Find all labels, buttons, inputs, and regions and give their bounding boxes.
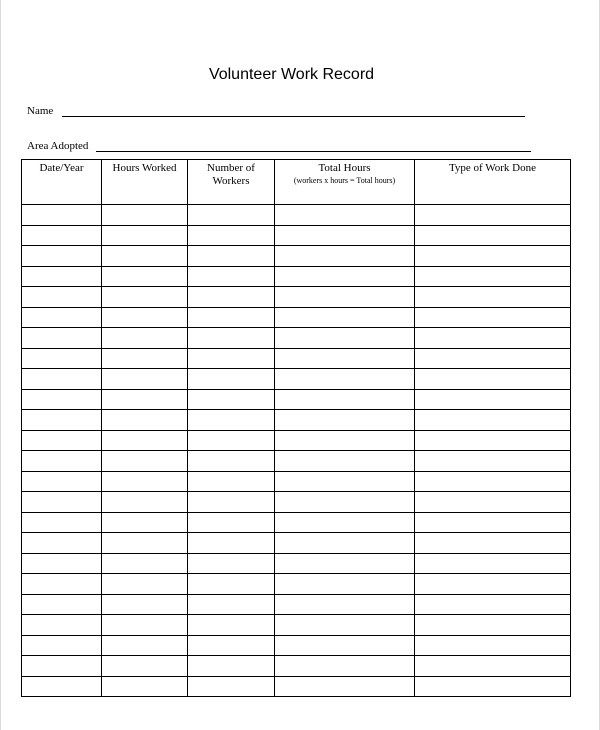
cell-type-of-work-done[interactable]: [415, 369, 571, 390]
cell-number-of-workers[interactable]: [188, 307, 275, 328]
cell-number-of-workers[interactable]: [188, 512, 275, 533]
cell-hours-worked[interactable]: [102, 656, 188, 677]
cell-date-year[interactable]: [22, 471, 102, 492]
table-row: [22, 471, 571, 492]
cell-date-year[interactable]: [22, 451, 102, 472]
table-row: [22, 676, 571, 697]
table-row: [22, 246, 571, 267]
cell-date-year[interactable]: [22, 328, 102, 349]
cell-total-hours[interactable]: [275, 512, 415, 533]
cell-number-of-workers[interactable]: [188, 328, 275, 349]
cell-total-hours[interactable]: [275, 656, 415, 677]
cell-type-of-work-done[interactable]: [415, 430, 571, 451]
table-row: [22, 635, 571, 656]
cell-total-hours[interactable]: [275, 471, 415, 492]
cell-hours-worked[interactable]: [102, 553, 188, 574]
cell-type-of-work-done[interactable]: [415, 205, 571, 226]
header-type-of-work-done: [415, 160, 571, 205]
area-adopted-blank-line[interactable]: [96, 151, 531, 152]
cell-type-of-work-done[interactable]: [415, 246, 571, 267]
cell-total-hours[interactable]: [275, 369, 415, 390]
table-row: [22, 451, 571, 472]
cell-hours-worked[interactable]: [102, 225, 188, 246]
cell-hours-worked[interactable]: [102, 348, 188, 369]
cell-hours-worked[interactable]: [102, 205, 188, 226]
header-number-of-workers-line1: Number of: [207, 162, 255, 174]
cell-hours-worked[interactable]: [102, 328, 188, 349]
cell-date-year[interactable]: [22, 430, 102, 451]
cell-hours-worked[interactable]: [102, 389, 188, 410]
cell-total-hours[interactable]: [275, 225, 415, 246]
document-title: Volunteer Work Record: [208, 66, 375, 83]
area-adopted-label: Area Adopted: [27, 140, 89, 152]
cell-date-year[interactable]: [22, 307, 102, 328]
cell-number-of-workers[interactable]: [188, 533, 275, 554]
cell-type-of-work-done[interactable]: [415, 594, 571, 615]
header-number-of-workers: [188, 160, 275, 205]
table-row: [22, 205, 571, 226]
cell-date-year[interactable]: [22, 492, 102, 513]
cell-date-year[interactable]: [22, 410, 102, 431]
cell-number-of-workers[interactable]: [188, 287, 275, 308]
cell-type-of-work-done[interactable]: [415, 266, 571, 287]
cell-hours-worked[interactable]: [102, 246, 188, 267]
cell-number-of-workers[interactable]: [188, 594, 275, 615]
table-row: [22, 656, 571, 677]
cell-type-of-work-done[interactable]: [415, 328, 571, 349]
cell-number-of-workers[interactable]: [188, 471, 275, 492]
cell-hours-worked[interactable]: [102, 615, 188, 636]
table-row: [22, 266, 571, 287]
header-date-year-text: Date/Year: [39, 162, 84, 174]
cell-number-of-workers[interactable]: [188, 246, 275, 267]
cell-number-of-workers[interactable]: [188, 389, 275, 410]
cell-hours-worked[interactable]: [102, 307, 188, 328]
cell-date-year[interactable]: [22, 266, 102, 287]
table-header-row: [22, 160, 571, 205]
cell-hours-worked[interactable]: [102, 574, 188, 595]
cell-hours-worked[interactable]: [102, 594, 188, 615]
cell-total-hours[interactable]: [275, 307, 415, 328]
cell-type-of-work-done[interactable]: [415, 471, 571, 492]
cell-hours-worked[interactable]: [102, 676, 188, 697]
cell-date-year[interactable]: [22, 656, 102, 677]
cell-total-hours[interactable]: [275, 246, 415, 267]
header-total-hours: [275, 160, 415, 205]
table-row: [22, 369, 571, 390]
cell-hours-worked[interactable]: [102, 635, 188, 656]
cell-total-hours[interactable]: [275, 389, 415, 410]
cell-type-of-work-done[interactable]: [415, 307, 571, 328]
cell-number-of-workers[interactable]: [188, 266, 275, 287]
header-type-of-work-done-text: Type of Work Done: [448, 162, 537, 174]
cell-number-of-workers[interactable]: [188, 410, 275, 431]
cell-hours-worked[interactable]: [102, 410, 188, 431]
cell-hours-worked[interactable]: [102, 492, 188, 513]
cell-total-hours[interactable]: [275, 676, 415, 697]
cell-type-of-work-done[interactable]: [415, 553, 571, 574]
cell-total-hours[interactable]: [275, 430, 415, 451]
cell-number-of-workers[interactable]: [188, 492, 275, 513]
header-hours-worked: [102, 160, 188, 205]
table-row: [22, 594, 571, 615]
cell-total-hours[interactable]: [275, 635, 415, 656]
table-row: [22, 410, 571, 431]
cell-number-of-workers[interactable]: [188, 635, 275, 656]
cell-total-hours[interactable]: [275, 348, 415, 369]
cell-date-year[interactable]: [22, 369, 102, 390]
cell-date-year[interactable]: [22, 389, 102, 410]
header-date-year: [22, 160, 102, 205]
cell-type-of-work-done[interactable]: [415, 574, 571, 595]
table-row: [22, 574, 571, 595]
cell-total-hours[interactable]: [275, 615, 415, 636]
cell-total-hours[interactable]: [275, 410, 415, 431]
table-row: [22, 287, 571, 308]
cell-type-of-work-done[interactable]: [415, 410, 571, 431]
cell-type-of-work-done[interactable]: [415, 676, 571, 697]
cell-date-year[interactable]: [22, 205, 102, 226]
cell-total-hours[interactable]: [275, 328, 415, 349]
cell-date-year[interactable]: [22, 676, 102, 697]
cell-type-of-work-done[interactable]: [415, 512, 571, 533]
header-total-hours-text: Total Hours: [318, 162, 371, 174]
cell-type-of-work-done[interactable]: [415, 348, 571, 369]
cell-date-year[interactable]: [22, 348, 102, 369]
cell-total-hours[interactable]: [275, 266, 415, 287]
cell-type-of-work-done[interactable]: [415, 389, 571, 410]
cell-number-of-workers[interactable]: [188, 451, 275, 472]
cell-type-of-work-done[interactable]: [415, 656, 571, 677]
cell-date-year[interactable]: [22, 615, 102, 636]
cell-number-of-workers[interactable]: [188, 676, 275, 697]
cell-date-year[interactable]: [22, 594, 102, 615]
cell-type-of-work-done[interactable]: [415, 287, 571, 308]
cell-date-year[interactable]: [22, 512, 102, 533]
table-row: [22, 512, 571, 533]
cell-date-year[interactable]: [22, 246, 102, 267]
cell-hours-worked[interactable]: [102, 512, 188, 533]
cell-total-hours[interactable]: [275, 594, 415, 615]
table-row: [22, 225, 571, 246]
cell-date-year[interactable]: [22, 287, 102, 308]
cell-type-of-work-done[interactable]: [415, 635, 571, 656]
cell-hours-worked[interactable]: [102, 430, 188, 451]
cell-total-hours[interactable]: [275, 205, 415, 226]
table-body: [22, 205, 571, 697]
table-row: [22, 389, 571, 410]
cell-total-hours[interactable]: [275, 553, 415, 574]
cell-total-hours[interactable]: [275, 574, 415, 595]
cell-total-hours[interactable]: [275, 451, 415, 472]
header-number-of-workers-line2: Workers: [212, 175, 250, 187]
cell-date-year[interactable]: [22, 574, 102, 595]
cell-date-year[interactable]: [22, 225, 102, 246]
header-total-hours-note: (workers x hours = Total hours): [293, 176, 396, 185]
cell-hours-worked[interactable]: [102, 471, 188, 492]
cell-type-of-work-done[interactable]: [415, 451, 571, 472]
cell-type-of-work-done[interactable]: [415, 615, 571, 636]
cell-number-of-workers[interactable]: [188, 205, 275, 226]
cell-number-of-workers[interactable]: [188, 369, 275, 390]
cell-number-of-workers[interactable]: [188, 430, 275, 451]
cell-hours-worked[interactable]: [102, 369, 188, 390]
name-label: Name: [27, 105, 54, 117]
table-row: [22, 307, 571, 328]
page-border-left: [0, 0, 1, 730]
cell-hours-worked[interactable]: [102, 287, 188, 308]
cell-number-of-workers[interactable]: [188, 574, 275, 595]
work-record-table: [21, 159, 571, 697]
table-row: [22, 430, 571, 451]
table-row: [22, 492, 571, 513]
cell-type-of-work-done[interactable]: [415, 533, 571, 554]
cell-hours-worked[interactable]: [102, 266, 188, 287]
cell-total-hours[interactable]: [275, 533, 415, 554]
table-row: [22, 348, 571, 369]
table-row: [22, 615, 571, 636]
cell-date-year[interactable]: [22, 635, 102, 656]
cell-number-of-workers[interactable]: [188, 348, 275, 369]
name-blank-line[interactable]: [62, 116, 525, 117]
cell-type-of-work-done[interactable]: [415, 225, 571, 246]
cell-type-of-work-done[interactable]: [415, 492, 571, 513]
cell-number-of-workers[interactable]: [188, 615, 275, 636]
cell-hours-worked[interactable]: [102, 533, 188, 554]
cell-number-of-workers[interactable]: [188, 656, 275, 677]
table-row: [22, 328, 571, 349]
header-hours-worked-text: Hours Worked: [112, 162, 177, 174]
cell-date-year[interactable]: [22, 553, 102, 574]
cell-number-of-workers[interactable]: [188, 553, 275, 574]
cell-date-year[interactable]: [22, 533, 102, 554]
cell-total-hours[interactable]: [275, 287, 415, 308]
cell-number-of-workers[interactable]: [188, 225, 275, 246]
cell-hours-worked[interactable]: [102, 451, 188, 472]
table-row: [22, 533, 571, 554]
cell-total-hours[interactable]: [275, 492, 415, 513]
table-row: [22, 553, 571, 574]
